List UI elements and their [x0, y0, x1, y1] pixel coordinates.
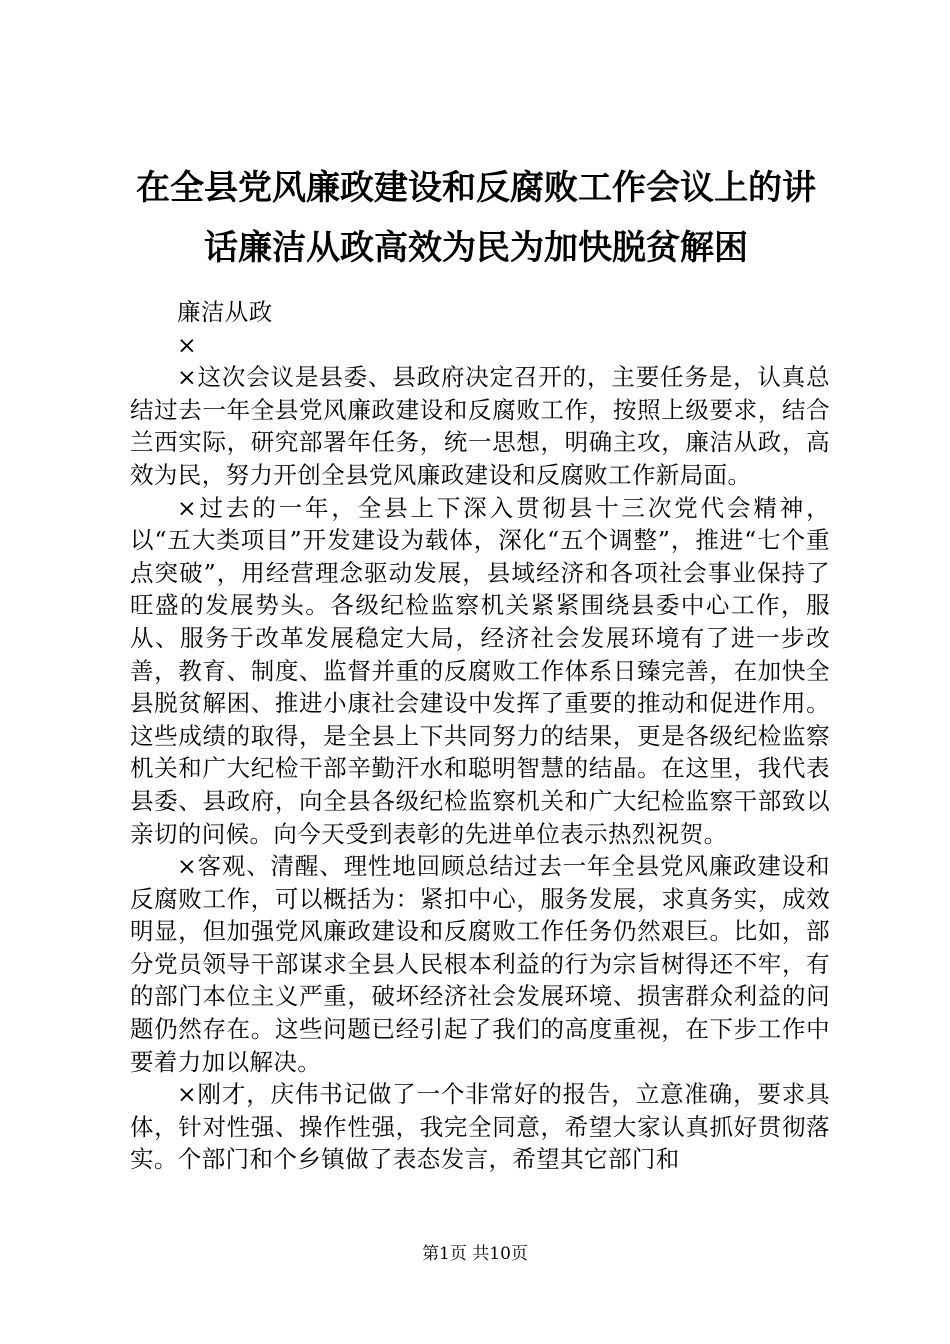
paragraph: ×刚才，庆伟书记做了一个非常好的报告，立意准确，要求具体，针对性强、操作性强，我完全同意，希望大家认真抓好贯彻落实。个部门和个乡镇做了表态发言，希望其它部门和: [130, 1080, 830, 1174]
paragraph: ×这次会议是县委、县政府决定召开的，主要任务是，认真总结过去一年全县党风廉政建设和反腐败工作，按照上级要求，结合兰西实际，研究部署年任务，统一思想，明确主攻，廉洁从政，高效为民，努力开创全县党风廉政建设和反腐败工作新局面。: [130, 363, 830, 489]
paragraph: ×客观、清醒、理性地回顾总结过去一年全县党风廉政建设和反腐败工作，可以概括为：紧扣中心，服务发展，求真务实，成效明显，但加强党风廉政建设和反腐败工作任务仍然艰巨。比如，部分党员领导干部谋求全县人民根本利益的行为宗旨树得还不牢，有的部门本位主义严重，破坏经济社会发展环境、损害群众利益的问题仍然存在。这些问题已经引起了我们的高度重视，在下步工作中要着力加以解决。: [130, 852, 830, 1076]
page-footer: 第1页 共10页: [422, 1244, 528, 1264]
paragraph: 廉洁从政: [177, 298, 273, 326]
document-title: 在全县党风廉政建设和反腐败工作会议上的讲话廉洁从政高效为民为加快脱贫解困: [136, 168, 816, 268]
document-body: [130, 296, 830, 1176]
paragraph: ×过去的一年，全县上下深入贯彻县十三次党代会精神，以“五大类项目”开发建设为载体，深化“五个调整”，推进“七个重点突破”，用经营理念驱动发展，县域经济和各项社会事业保持了旺盛的发展势头。各级纪检监察机关紧紧围绕县委中心工作，服从、服务于改革发展稳定大局，经济社会发展环境有了进一步改善，教育、制度、监督并重的反腐败工作体系日臻完善，在加快全县脱贫解困、推进小康社会建设中发挥了重要的推动和促进作用。这些成绩的取得，是全县上下共同努力的结果，更是各级纪检监察机关和广大纪检干部辛勤汗水和聪明智慧的结晶。在这里，我代表县委、县政府，向全县各级纪检监察机关和广大纪检监察干部致以亲切的问候。向今天受到表彰的先进单位表示热烈祝贺。: [130, 493, 830, 848]
paragraph: ×: [177, 330, 198, 359]
